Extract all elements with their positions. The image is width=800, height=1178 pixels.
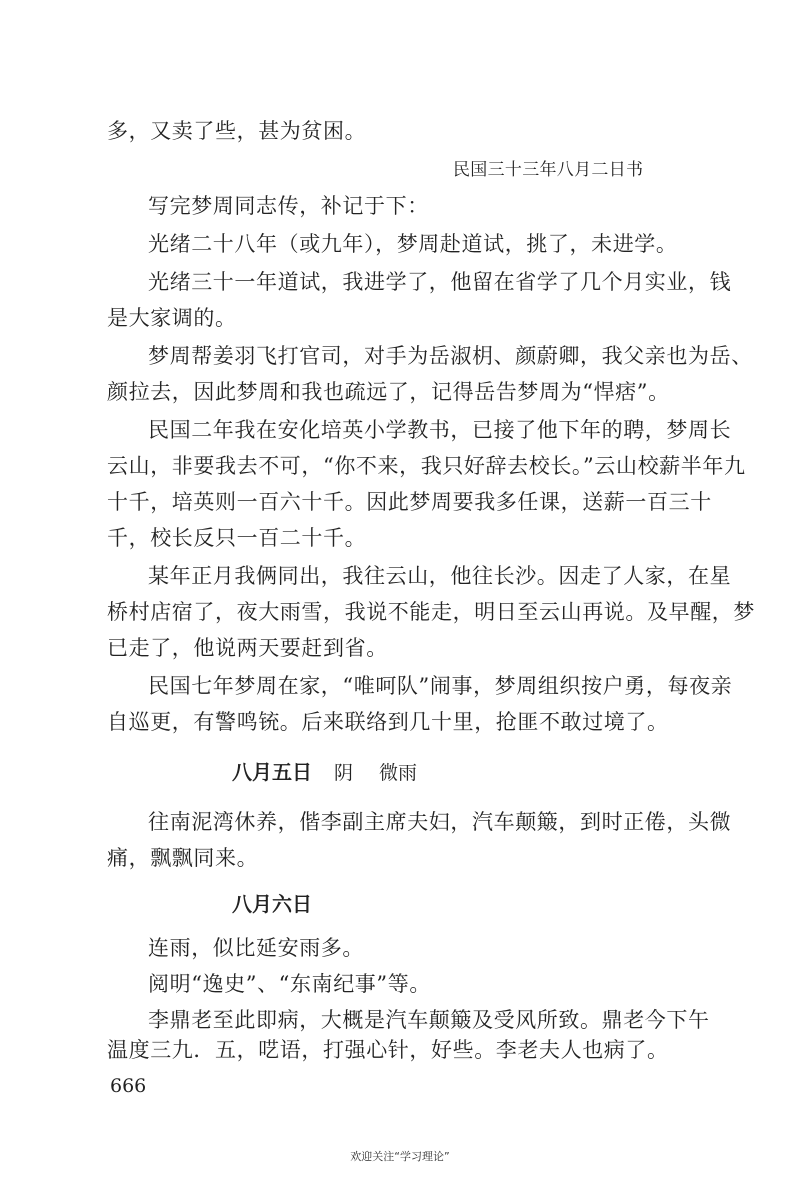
text-line: 民国七年梦周在家，“唯呵队”闹事，梦周组织按户勇，每夜亲 bbox=[148, 674, 733, 698]
text-line: 写完梦周同志传，补记于下： bbox=[148, 194, 429, 218]
text-line: 李鼎老至此即病，大概是汽车颠簸及受风所致。鼎老今下午 bbox=[148, 1008, 710, 1032]
signature-date: 民国三十三年八月二日书 bbox=[453, 160, 644, 180]
text-line: 多，又卖了些，甚为贫困。 bbox=[107, 119, 367, 143]
entry-date: 八月六日 bbox=[232, 892, 312, 916]
text-line: 光绪二十八年（或九年），梦周赴道试，挑了，未进学。 bbox=[148, 232, 678, 256]
text-line: 梦周帮姜羽飞打官司，对手为岳淑枂、颜蔚卿，我父亲也为岳、 bbox=[148, 344, 753, 368]
footer-note: 欢迎关注“学习理论” bbox=[350, 1150, 450, 1163]
diary-entry-heading bbox=[232, 890, 312, 918]
entry-weather: 微雨 bbox=[379, 762, 418, 784]
entry-date: 八月五日 bbox=[232, 760, 312, 784]
text-line: 是大家调的。 bbox=[107, 306, 237, 330]
text-line: 十千，培英则一百六十千。因此梦周要我多任课，送薪一百三十 bbox=[107, 490, 712, 514]
page-number: 666 bbox=[110, 1075, 147, 1097]
text-line: 千，校长反只一百二十千。 bbox=[107, 526, 367, 550]
text-line: 痛，飘飘同来。 bbox=[107, 846, 259, 870]
diary-entry-heading bbox=[232, 758, 417, 787]
text-line: 温度三九．五，呓语，打强心针，好些。李老夫人也病了。 bbox=[107, 1038, 669, 1062]
text-line: 云山，非要我去不可，“你不来，我只好辞去校长。”云山校薪半年九 bbox=[107, 454, 746, 478]
text-line: 已走了，他说两天要赶到省。 bbox=[107, 636, 388, 660]
entry-weather: 阴 bbox=[334, 762, 354, 784]
text-line: 往南泥湾休养，偕李副主席夫妇，汽车颠簸，到时正倦，头微 bbox=[148, 810, 732, 834]
text-line: 自巡更，有警鸣铳。后来联络到几十里，抢匪不敢过境了。 bbox=[107, 710, 669, 734]
text-line: 光绪三十一年道试，我进学了，他留在省学了几个月实业，钱 bbox=[148, 270, 732, 294]
text-line: 桥村店宿了，夜大雨雪，我说不能走，明日至云山再说。及早醒，梦 bbox=[107, 600, 755, 624]
text-line: 阅明“逸史”、“东南纪事”等。 bbox=[148, 972, 431, 996]
text-line: 颜拉去，因此梦周和我也疏远了，记得岳告梦周为“悍痞”。 bbox=[107, 380, 670, 404]
text-line: 某年正月我俩同出，我往云山，他往长沙。因走了人家，在星 bbox=[148, 564, 732, 588]
text-line: 民国二年我在安化培英小学教书，已接了他下年的聘，梦周长 bbox=[148, 418, 732, 442]
text-line: 连雨，似比延安雨多。 bbox=[148, 936, 364, 960]
